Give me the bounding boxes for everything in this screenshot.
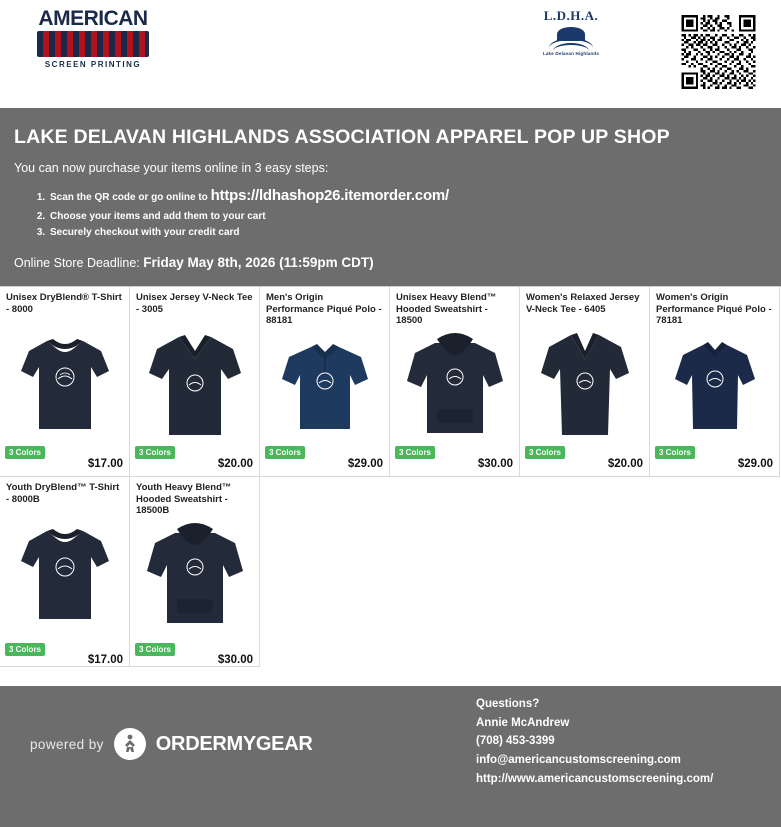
step-1-text: Scan the QR code or go online to [50,192,208,203]
product-card[interactable] [0,477,130,667]
product-image [260,321,390,446]
product-image [130,321,260,446]
product-grid [0,286,781,667]
product-price: $20.00 [217,458,253,470]
american-custom-logo [28,8,158,70]
grid-filler [390,477,520,667]
product-card[interactable] [390,287,520,477]
store-url-link[interactable]: https://ldhashop26.itemorder.com/ [210,187,450,204]
product-card[interactable] [260,287,390,477]
ldha-sub: Lake Delavan Highlands [542,51,600,56]
ordermygear-name: ORDERMYGEAR [155,732,313,755]
product-name: Women's Relaxed Jersey V-Neck Tee - 6405 [526,292,640,315]
ldha-logo [540,8,602,56]
color-count-badge: 3 Colors [655,446,695,459]
logo-line1: AMERICAN [38,7,148,30]
steps-list [48,184,767,242]
contact-email[interactable]: info@americancustomscreening.com [476,753,681,766]
promo-banner [0,108,781,286]
contact-phone: (708) 453-3399 [476,735,555,748]
ordermygear-mark-icon [114,728,146,760]
product-price: $20.00 [607,458,643,470]
product-name: Unisex Jersey V-Neck Tee - 3005 [136,292,253,315]
contact-block [476,695,713,788]
product-name: Men's Origin Performance Piqué Polo - 88181 [266,292,382,325]
deadline-row [14,255,767,270]
color-count-badge: 3 Colors [265,446,305,459]
questions-label: Questions? [476,698,540,710]
product-image [390,321,520,446]
color-count-badge: 3 Colors [135,446,175,459]
logo-sub: SCREEN PRINTING [44,60,142,69]
grid-filler [650,477,780,667]
product-card[interactable] [130,477,260,667]
header [0,0,781,108]
color-count-badge: 3 Colors [525,446,565,459]
color-count-badge: 3 Colors [135,643,175,656]
product-card[interactable] [520,287,650,477]
qr-code-icon[interactable] [679,12,758,92]
product-price: $17.00 [87,654,123,666]
grid-filler [260,477,390,667]
product-name: Youth Heavy Blend™ Hooded Sweatshirt - 18500B [136,482,232,515]
color-count-badge: 3 Colors [395,446,435,459]
banner-lead: You can now purchase your items online in 3 easy steps: [14,161,329,175]
product-name: Unisex DryBlend® T-Shirt - 8000 [6,292,122,315]
grid-filler [520,477,650,667]
color-count-badge: 3 Colors [5,446,45,459]
product-price: $29.00 [347,458,383,470]
product-image [0,511,130,636]
product-name: Unisex Heavy Blend™ Hooded Sweatshirt - 18500 [396,292,497,325]
contact-name: Annie McAndrew [476,716,570,729]
product-image [650,321,780,446]
product-image [0,321,130,446]
product-price: $29.00 [737,458,773,470]
product-price: $30.00 [477,458,513,470]
step-3: 3. Securely checkout with your credit card [48,225,767,242]
product-image [520,321,650,446]
product-price: $17.00 [87,458,123,470]
product-card[interactable] [130,287,260,477]
step-2: 2. Choose your items and add them to your cart [48,209,767,226]
ldha-title: L.D.H.A. [543,8,599,23]
product-card[interactable] [0,287,130,477]
ordermygear-logo [30,728,313,760]
product-card[interactable] [650,287,780,477]
step-1 [48,184,767,209]
contact-website[interactable]: http://www.americancustomscreening.com/ [476,772,714,785]
deadline-label: Online Store Deadline: [14,255,140,270]
ldha-emblem-icon [545,25,597,51]
product-name: Women's Origin Performance Piqué Polo - 78181 [656,292,772,325]
color-count-badge: 3 Colors [5,643,45,656]
footer [0,686,781,827]
logo-flag-bar [37,31,149,57]
deadline-value: Friday May 8th, 2026 (11:59pm CDT) [143,254,374,270]
powered-by-label: powered by [30,736,104,752]
product-image [130,511,260,636]
page-title: LAKE DELAVAN HIGHLANDS ASSOCIATION APPAREL POP UP SHOP [14,126,670,148]
product-price: $30.00 [217,654,253,666]
product-name: Youth DryBlend™ T-Shirt - 8000B [6,482,120,505]
